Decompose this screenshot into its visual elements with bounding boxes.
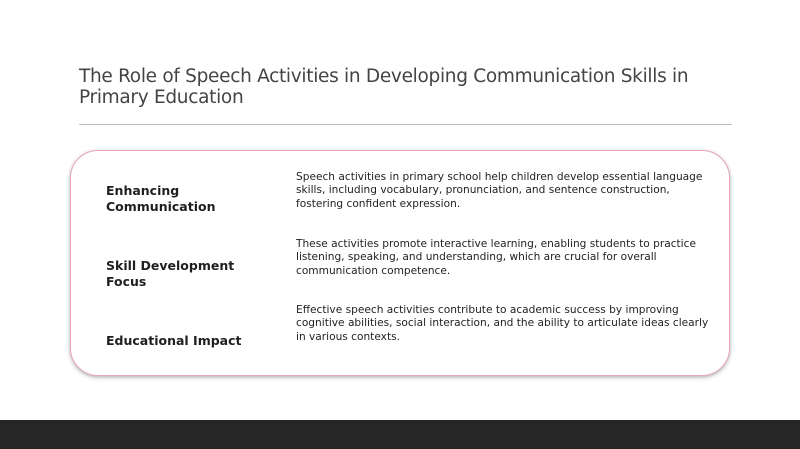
row-description-enhancing-communication: Speech activities in primary school help children develop essential language skills, including vocabulary, pronunciation, and sentence construction, fostering confident expression. — [296, 171, 703, 210]
row-description-skill-development-focus: These activities promote interactive learning, enabling students to practice listening, speaking, and understanding, which are crucial for overall communication competence. — [296, 238, 696, 277]
row-heading-skill-development-focus: Skill Development Focus — [106, 258, 235, 289]
title-divider — [79, 124, 732, 125]
row-description-educational-impact: Effective speech activities contribute to academic success by improving cognitive abilities, social interaction, and the ability to articulate ideas clearly in various contexts. — [296, 304, 709, 343]
row-heading-enhancing-communication: Enhancing Communication — [106, 183, 216, 214]
footer-bar — [0, 420, 800, 449]
slide-title: The Role of Speech Activities in Developing Communication Skills in Primary Education — [79, 66, 689, 108]
row-heading-educational-impact: Educational Impact — [106, 333, 242, 348]
